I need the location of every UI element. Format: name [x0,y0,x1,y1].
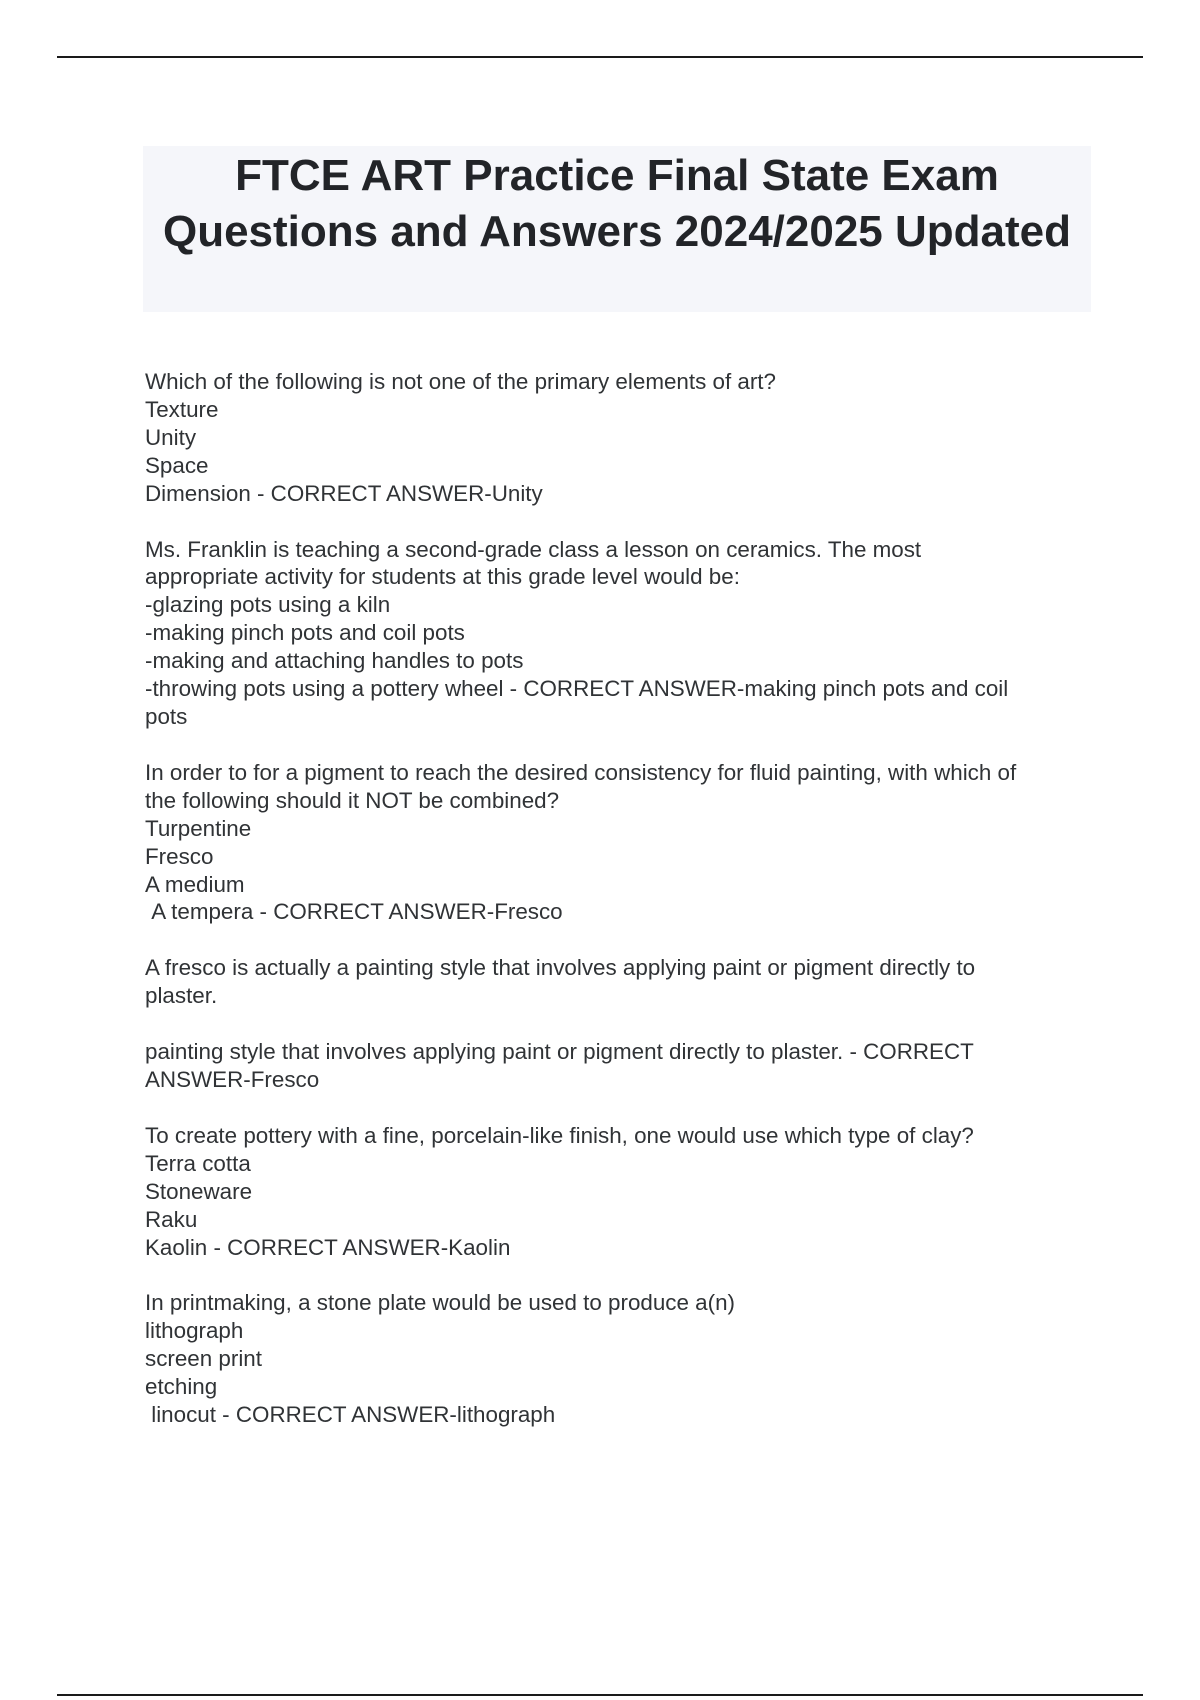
answer-option: -glazing pots using a kiln [145,592,391,618]
answer-option: -making and attaching handles to pots [145,648,524,674]
qa-content [145,368,1090,1457]
qa-block [145,1122,1090,1262]
explanation-text: A fresco is actually a painting style that involves applying paint or pigment directly to [145,955,976,981]
footer-rule [57,1694,1143,1696]
qa-block [145,1038,1090,1094]
answer-option: Stoneware [145,1178,253,1204]
document-title: FTCE ART Practice Final State Exam Questions and Answers 2024/2025 Updated [162,151,1072,256]
question-text: the following should it NOT be combined? [145,787,560,813]
qa-block [145,368,1090,508]
qa-block [145,954,1090,1010]
question-text: Which of the following is not one of the primary elements of art? [145,369,776,394]
answer-option: Raku [145,1206,198,1232]
correct-answer-line: pots [145,703,188,729]
answer-option: Space [145,452,209,478]
answer-option: screen print [145,1346,262,1372]
answer-option: Fresco [145,843,214,869]
answer-option: lithograph [145,1318,244,1344]
answer-option: Texture [145,396,219,422]
answer-option: Unity [145,424,197,450]
question-text: In printmaking, a stone plate would be used to produce a(n) [145,1290,735,1316]
correct-answer-line: -throwing pots using a pottery wheel - CORRECT ANSWER-making pinch pots and coil [145,676,1009,702]
correct-answer-line: linocut - CORRECT ANSWER-lithograph [145,1402,556,1428]
correct-answer-line: Kaolin - CORRECT ANSWER-Kaolin [145,1234,511,1260]
correct-answer-line: ANSWER-Fresco [145,1067,320,1093]
correct-answer-line: A tempera - CORRECT ANSWER-Fresco [145,899,563,925]
answer-option: -making pinch pots and coil pots [145,620,465,646]
qa-block [145,1289,1090,1429]
answer-option: etching [145,1374,218,1400]
question-text: Ms. Franklin is teaching a second-grade class a lesson on ceramics. The most [145,536,922,562]
header-rule [57,56,1143,58]
explanation-text: plaster. [145,983,218,1009]
question-text: In order to for a pigment to reach the desired consistency for fluid painting, with which of [145,759,1017,785]
question-text: appropriate activity for students at this grade level would be: [145,564,740,590]
answer-option: Turpentine [145,815,252,841]
qa-block [145,536,1090,731]
correct-answer-line: Dimension - CORRECT ANSWER-Unity [145,480,543,506]
title-banner [143,146,1091,312]
answer-option: A medium [145,871,245,897]
qa-block [145,759,1090,926]
answer-option: Terra cotta [145,1150,251,1176]
question-text: To create pottery with a fine, porcelain-like finish, one would use which type of clay? [145,1122,974,1148]
question-text: painting style that involves applying paint or pigment directly to plaster. - CORRECT [145,1039,974,1065]
